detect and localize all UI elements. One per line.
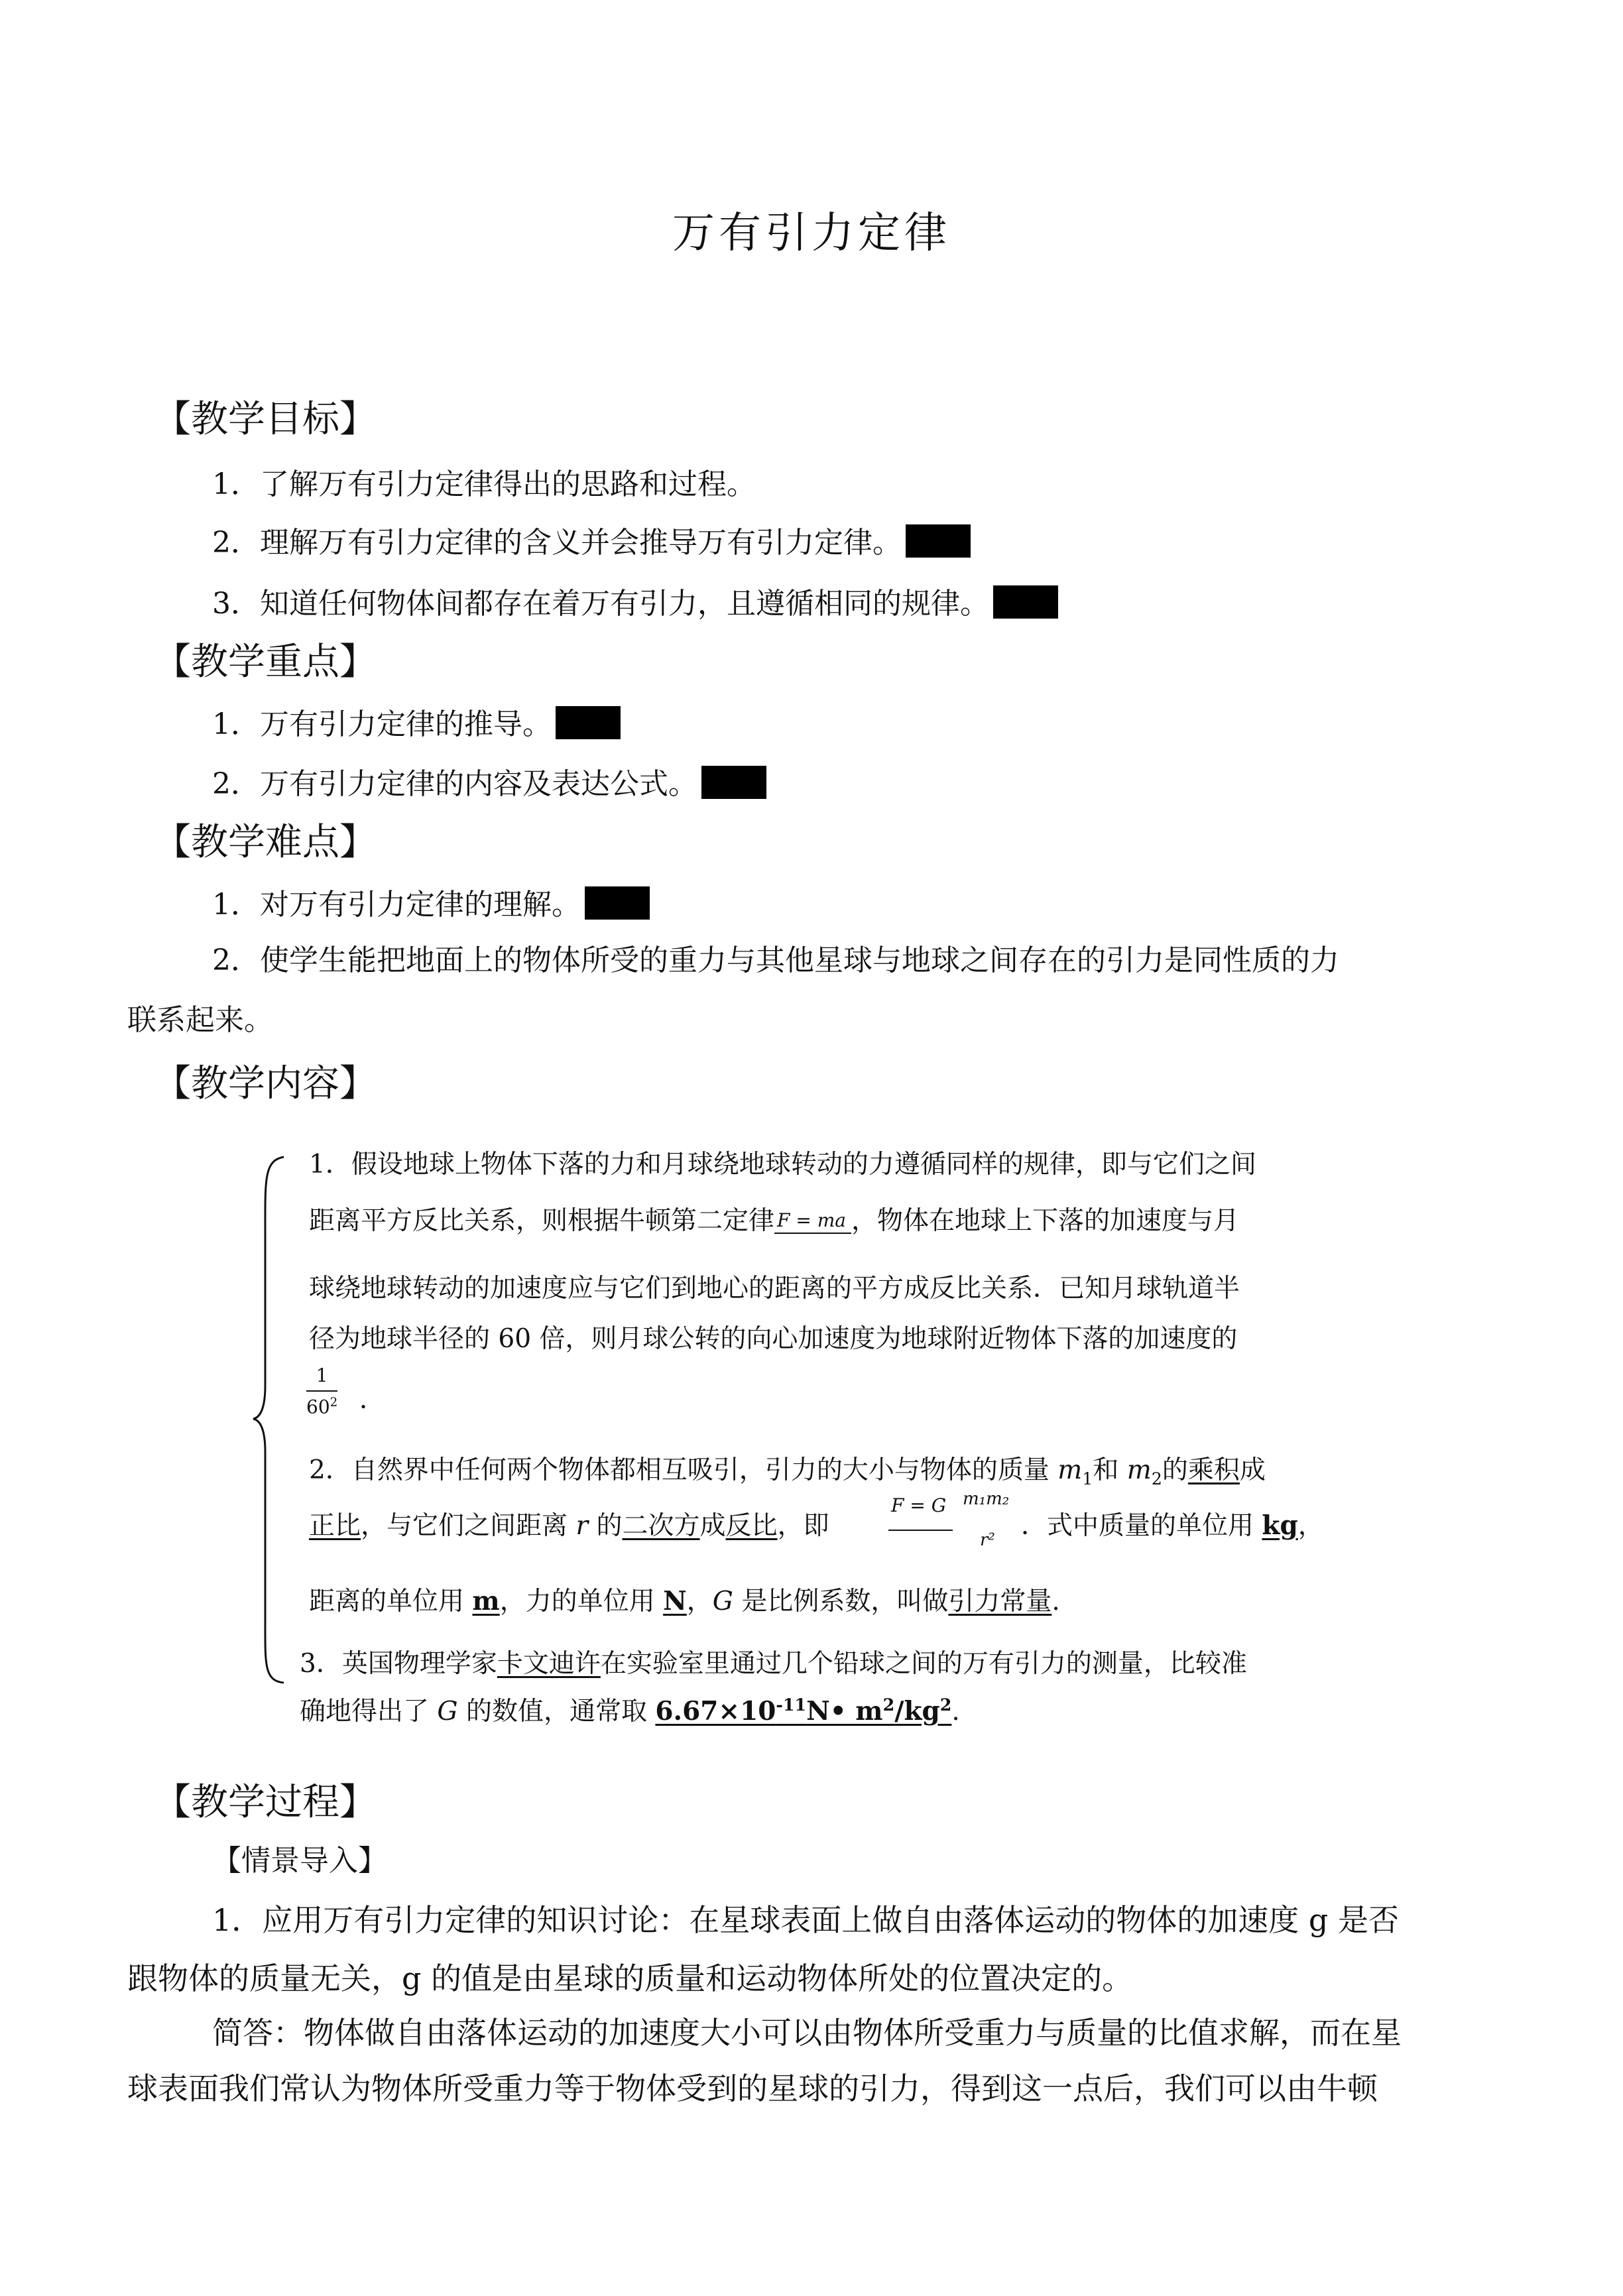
section-heading-process: 【教学过程】 <box>154 1781 377 1824</box>
sub-heading-scenario: 【情景导入】 <box>212 1844 387 1878</box>
gravitational-constant-value: $6.67\times 10^{-11}N•$ $m^2/kg^2$ <box>655 1695 952 1726</box>
difficulty-item-line: 2．使学生能把地面上的物体所受的重力与其他星球与地球之间存在的引力是同性质的力 <box>212 943 1339 977</box>
objective-item: 1．了解万有引力定律得出的思路和过程。 <box>212 467 756 501</box>
content-line: 1．假设地球上物体下落的力和月球绕地球转动的力遵循同样的规律，即与它们之间 <box>309 1150 1256 1179</box>
objective-item: 3．知道任何物体间都存在着万有引力，且遵循相同的规律。 <box>212 579 1058 622</box>
content-line: 径为地球半径的 60 倍，则月球公转的向心加速度为地球附近物体下落的加速度的 <box>309 1324 1238 1354</box>
formula-newton-second-law: F = ma <box>774 1209 851 1234</box>
process-line: 1．应用万有引力定律的知识讨论：在星球表面上做自由落体运动的物体的加速度 g 是否 <box>212 1902 1399 1938</box>
content-line: 确地得出了 G 的数值，通常取 $6.67\times 10^{-11}N•$ $m^2/kg^2$. <box>300 1695 960 1726</box>
process-line: 球表面我们常认为物体所受重力等于物体受到的星球的引力，得到这一点后，我们可以由牛顿 <box>127 2071 1378 2106</box>
content-line: 距离平方反比关系，则根据牛顿第二定律 F = ma ，物体在地球上下落的加速度与月 <box>309 1206 1239 1236</box>
difficulty-item: 1．对万有引力定律的理解。 <box>212 880 650 923</box>
key-point-item: 1．万有引力定律的推导。 <box>212 700 621 743</box>
content-line: 距离的单位用 m，力的单位用 N，G 是比例系数，叫做引力常量. <box>309 1586 1060 1616</box>
key-point-item: 2．万有引力定律的内容及表达公式。 <box>212 760 766 802</box>
content-line: 2．自然界中任何两个物体都相互吸引，引力的大小与物体的质量 $m_1$和 $m_2$的乘积成 <box>309 1455 1266 1488</box>
process-line: 跟物体的质量无关，g 的值是由星球的质量和运动物体所处的位置决定的。 <box>127 1961 1133 1996</box>
formula-numerator: m₁m₂ <box>963 1489 1010 1509</box>
content-punct: ． <box>359 1385 386 1415</box>
content-line: 3．英国物理学家卡文迪许在实验室里通过几个铅球之间的万有引力的测量，比较准 <box>300 1649 1247 1679</box>
content-line: ．式中质量的单位用 kg， <box>1021 1510 1324 1541</box>
section-heading-difficulties: 【教学难点】 <box>154 821 377 864</box>
formula-denominator: r² <box>980 1530 995 1550</box>
redaction-block <box>906 524 971 558</box>
redaction-block <box>556 706 621 739</box>
content-line: 正比，与它们之间距离 r 的二次方成反比，即 <box>309 1511 829 1541</box>
formula-gravitation-law: F = G <box>888 1494 953 1531</box>
section-heading-content: 【教学内容】 <box>154 1062 377 1105</box>
redaction-block <box>585 886 650 920</box>
objective-item: 2．理解万有引力定律的含义并会推导万有引力定律。 <box>212 518 971 561</box>
section-heading-key-points: 【教学重点】 <box>154 640 377 684</box>
content-line: 球绕地球转动的加速度应与它们到地心的距离的平方成反比关系．已知月球轨道半 <box>309 1274 1240 1303</box>
process-line: 简答：物体做自由落体运动的加速度大小可以由物体所受重力与质量的比值求解，而在星 <box>212 2015 1402 2051</box>
difficulty-item-line: 联系起来。 <box>127 1003 273 1037</box>
fraction-one-over-sixty-squared: $\frac{1}{60^2}$ <box>306 1364 338 1418</box>
section-heading-objectives: 【教学目标】 <box>154 398 377 441</box>
left-brace-icon <box>251 1154 290 1684</box>
page-title: 万有引力定律 <box>672 209 951 258</box>
redaction-block <box>993 585 1058 619</box>
redaction-block <box>701 766 766 799</box>
